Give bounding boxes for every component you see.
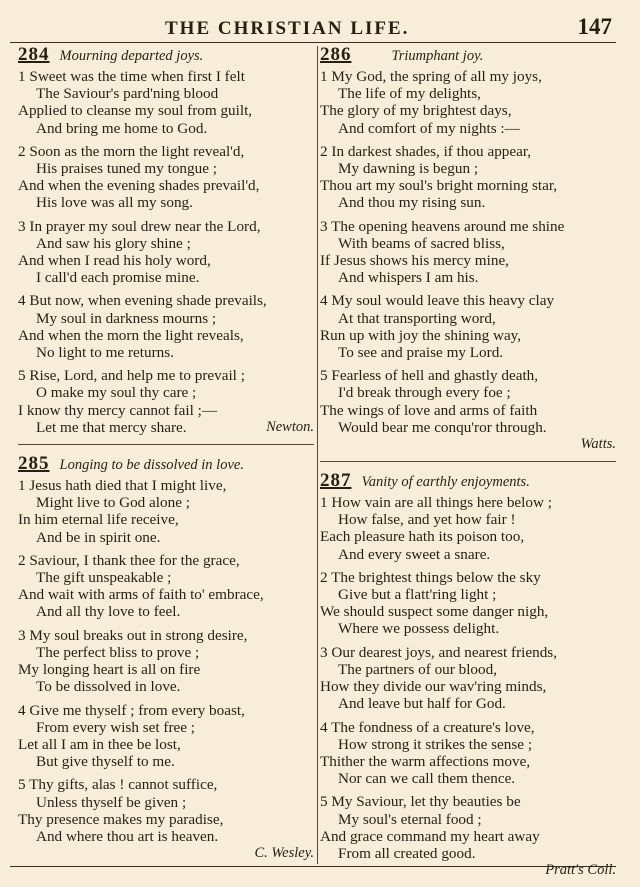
verse-line: With beams of sacred bliss, <box>338 234 505 252</box>
verse-line: 1 Sweet was the time when first I felt <box>18 68 245 85</box>
verse-line: And comfort of my nights :— <box>338 119 520 137</box>
hymn-author: Newton. <box>266 419 314 436</box>
verse-line: To see and praise my Lord. <box>338 344 504 362</box>
stanza <box>18 143 314 212</box>
verse-line: And where thou art is heaven. <box>36 827 219 845</box>
hymn-286 <box>320 46 616 453</box>
verse-line: My soul's eternal food ; <box>338 810 482 828</box>
stanza <box>320 68 616 137</box>
verse-line: Nor can we call them thence. <box>338 770 516 788</box>
verse-line: Let me that mercy share. <box>36 418 187 436</box>
column-divider <box>317 46 318 864</box>
verse-line: 4 But now, when evening shade prevails, <box>18 292 267 310</box>
verse-line: And all thy love to feel. <box>36 603 181 621</box>
verse-line: And when the morn the light reveals, <box>18 326 244 344</box>
verse-line: Might live to God alone ; <box>36 494 190 512</box>
verse-line: We should suspect some danger nigh, <box>320 603 549 621</box>
verse-line: O make my soul thy care ; <box>36 384 197 402</box>
verse-line: 3 The opening heavens around me shine <box>320 217 565 235</box>
verse-line: 3 Our dearest joys, and nearest friends, <box>320 643 558 661</box>
verse-line: 4 My soul would leave this heavy clay <box>320 292 555 310</box>
stanza <box>320 494 616 563</box>
stanza <box>320 569 616 638</box>
verse-line: 4 The fondness of a creature's love, <box>320 718 535 736</box>
hymn-284 <box>18 46 314 436</box>
verse-line: 5 Thy gifts, alas ! cannot suffice, <box>18 776 218 794</box>
verse-line: The perfect bliss to prove ; <box>36 643 200 661</box>
verse-line: Unless thyself be given ; <box>36 793 187 811</box>
stanza <box>320 292 616 361</box>
verse-line: And be in spirit one. <box>36 528 161 546</box>
hymn-title: Mourning departed joys. <box>59 48 204 64</box>
section-rule <box>18 444 314 445</box>
page-header <box>10 16 616 40</box>
verse-line: The partners of our blood, <box>338 660 498 678</box>
verse-line: 1 My God, the spring of all my joys, <box>320 68 542 85</box>
stanza <box>320 644 616 713</box>
stanza <box>18 627 314 696</box>
verse-line: 5 Fearless of hell and ghastly death, <box>320 367 539 385</box>
verse-line: The Saviour's pard'ning blood <box>36 85 219 103</box>
verse-line: Thy presence makes my paradise, <box>18 810 224 828</box>
verse-line: 1 How vain are all things here below ; <box>320 494 552 512</box>
verse-line: 2 In darkest shades, if thou appear, <box>320 142 532 160</box>
verse-line: 5 My Saviour, let thy beauties be <box>320 793 521 811</box>
stanza <box>18 477 314 546</box>
verse-line: And every sweet a snare. <box>338 545 491 563</box>
verse-line: How false, and yet how fair ! <box>338 511 516 529</box>
verse-line: And thou my rising sun. <box>338 194 486 212</box>
verse-line: Run up with joy the shining way, <box>320 326 522 344</box>
verse-line: And whispers I am his. <box>338 269 479 287</box>
verse-line: The wings of love and arms of faith <box>320 401 538 419</box>
hymn-number: 286 <box>320 44 352 65</box>
verse-line: 5 Rise, Lord, and help me to prevail ; <box>18 367 245 385</box>
verse-line: Where we possess delight. <box>338 620 500 638</box>
verse-line: And leave but half for God. <box>338 695 506 713</box>
verse-line: 4 Give me thyself ; from every boast, <box>18 701 245 719</box>
hymn-number: 287 <box>320 470 352 492</box>
stanza <box>18 552 314 621</box>
stanza <box>18 68 314 137</box>
verse-line: And wait with arms of faith to' embrace, <box>18 586 264 604</box>
hymn-author: Pratt's Coll. <box>545 862 616 879</box>
verse-line: Let all I am in thee be lost, <box>18 735 181 753</box>
verse-line: At that transporting word, <box>338 309 496 327</box>
right-column <box>320 46 616 879</box>
hymn-number: 285 <box>18 453 50 475</box>
hymn-heading <box>320 472 616 494</box>
verse-line: I'd break through every foe ; <box>338 384 511 402</box>
hymn-title: Longing to be dissolved in love. <box>59 457 244 474</box>
page-number: 147 <box>577 14 612 39</box>
verse-line: From every wish set free ; <box>36 718 196 736</box>
verse-line: And saw his glory shine ; <box>36 234 191 252</box>
verse-line: Would bear me conqu'ror through. <box>338 418 547 436</box>
hymn-title: Triumphant joy. <box>391 48 484 64</box>
verse-line: To be dissolved in love. <box>36 678 181 696</box>
verse-line: Applied to cleanse my soul from guilt, <box>18 102 253 120</box>
verse-line: And grace command my heart away <box>320 827 540 845</box>
verse-line: 3 My soul breaks out in strong desire, <box>18 626 248 644</box>
verse-line: The gift unspeakable ; <box>36 569 172 587</box>
verse-line: And when I read his holy word, <box>18 252 211 270</box>
verse-line: My soul in darkness mourns ; <box>36 309 217 327</box>
stanza <box>320 143 616 212</box>
hymn-heading <box>320 46 616 68</box>
verse-line: 2 Saviour, I thank thee for the grace, <box>18 551 240 569</box>
section-rule <box>320 461 616 462</box>
verse-line: Give but a flatt'ring light ; <box>338 586 497 604</box>
header-rule <box>10 42 616 43</box>
verse-line: Thither the warm affections move, <box>320 752 531 770</box>
verse-line: From all created good. <box>338 844 476 862</box>
hymn-heading <box>18 46 314 68</box>
hymn-heading <box>18 455 314 477</box>
verse-line: How strong it strikes the sense ; <box>338 735 533 753</box>
verse-line: My longing heart is all on fire <box>18 661 201 679</box>
verse-line: 2 The brightest things below the sky <box>320 568 541 586</box>
verse-line: In him eternal life receive, <box>18 511 179 529</box>
stanza <box>320 793 616 862</box>
stanza <box>18 776 314 845</box>
hymn-285 <box>18 455 314 862</box>
stanza <box>320 218 616 287</box>
running-title: THE CHRISTIAN LIFE. <box>165 18 410 39</box>
hymn-author: C. Wesley. <box>254 845 314 862</box>
verse-line: The glory of my brightest days, <box>320 102 512 120</box>
verse-line: 1 Jesus hath died that I might live, <box>18 477 227 495</box>
verse-line: I call'd each promise mine. <box>36 269 200 287</box>
stanza <box>320 719 616 788</box>
verse-line: How they divide our wav'ring minds, <box>320 678 547 696</box>
stanza <box>18 702 314 771</box>
verse-line: 3 In prayer my soul drew near the Lord, <box>18 217 261 235</box>
stanza <box>18 218 314 287</box>
verse-line: Each pleasure hath its poison too, <box>320 528 525 546</box>
verse-line: I know thy mercy cannot fail ;— <box>18 401 218 419</box>
verse-line: No light to me returns. <box>36 344 174 362</box>
verse-line: And bring me home to God. <box>36 119 208 137</box>
verse-line: 2 Soon as the morn the light reveal'd, <box>18 142 245 160</box>
stanza <box>18 292 314 361</box>
verse-line: And when the evening shades prevail'd, <box>18 177 260 195</box>
verse-line: My dawning is begun ; <box>338 160 479 178</box>
stanza <box>320 367 616 436</box>
verse-line: If Jesus shows his mercy mine, <box>320 252 509 270</box>
verse-line: The life of my delights, <box>338 85 481 103</box>
hymn-author: Watts. <box>580 436 616 453</box>
left-column <box>18 46 314 862</box>
verse-line: His praises tuned my tongue ; <box>36 160 217 178</box>
hymn-number: 284 <box>18 44 50 65</box>
hymn-287 <box>320 472 616 879</box>
verse-line: But give thyself to me. <box>36 753 175 771</box>
verse-line: His love was all my song. <box>36 194 193 212</box>
verse-line: Thou art my soul's bright morning star, <box>320 177 558 195</box>
hymn-title: Vanity of earthly enjoyments. <box>361 474 530 491</box>
